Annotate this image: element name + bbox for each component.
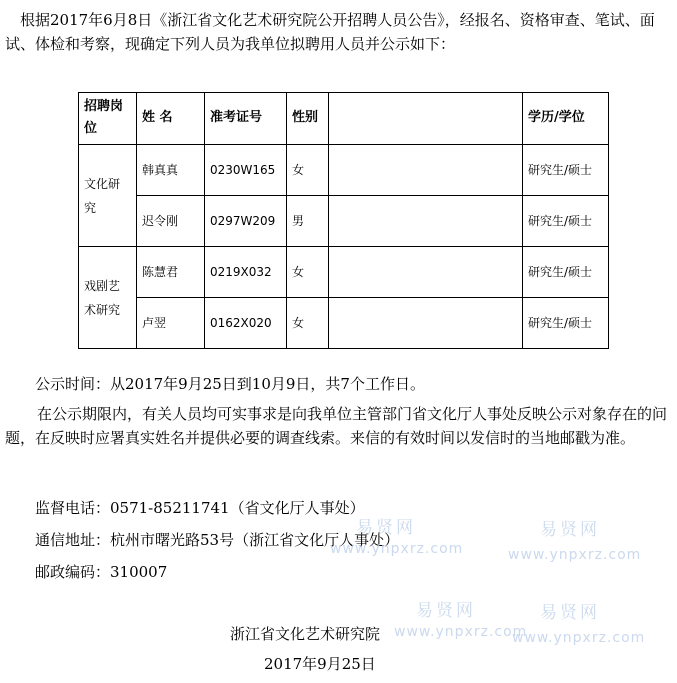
- watermark-logo-text: 易贤网: [540, 603, 600, 623]
- blank-cell: [329, 247, 427, 298]
- date: 2017年9月25日: [264, 655, 376, 673]
- header-name: 姓 名: [137, 93, 205, 145]
- watermark-logo-text: 易贤网: [356, 518, 416, 538]
- watermark-logo-text: 易贤网: [416, 601, 476, 621]
- header-blank-1: [329, 93, 427, 145]
- blank-cell: [329, 145, 427, 196]
- name-cell: 陈慧君: [137, 247, 205, 298]
- name-cell: 卢翌: [137, 298, 205, 349]
- staff-table: [78, 92, 609, 349]
- watermark-logo-text: 易贤网: [540, 520, 600, 540]
- blank-cell: [329, 196, 427, 247]
- degree-cell: 研究生/硕士: [523, 298, 609, 349]
- gender-cell: 女: [287, 247, 329, 298]
- phone-line: 监督电话：0571-85211741（省文化厅人事处）: [35, 499, 365, 517]
- blank-cell: [329, 298, 427, 349]
- degree-cell: 研究生/硕士: [523, 145, 609, 196]
- position-cell: 戏剧艺术研究: [79, 247, 137, 349]
- blank-cell: [427, 145, 523, 196]
- degree-cell: 研究生/硕士: [523, 196, 609, 247]
- watermark-url: www.ynpxrz.com: [330, 541, 464, 557]
- table-row: [79, 298, 609, 349]
- table-header-row: [79, 93, 609, 145]
- header-gender: 性别: [287, 93, 329, 145]
- watermark-url: www.ynpxrz.com: [508, 547, 642, 563]
- table-row: [79, 247, 609, 298]
- header-position: 招聘岗位: [79, 93, 137, 145]
- name-cell: 迟令刚: [137, 196, 205, 247]
- exam-id-cell: 0297W209: [205, 196, 287, 247]
- signature: 浙江省文化艺术研究院: [230, 625, 381, 643]
- watermark-url: www.ynpxrz.com: [512, 630, 646, 646]
- exam-id-cell: 0219X032: [205, 247, 287, 298]
- header-blank-2: [427, 93, 523, 145]
- blank-cell: [427, 196, 523, 247]
- position-cell: 文化研究: [79, 145, 137, 247]
- gender-cell: 女: [287, 298, 329, 349]
- degree-cell: 研究生/硕士: [523, 247, 609, 298]
- blank-cell: [427, 247, 523, 298]
- gender-cell: 女: [287, 145, 329, 196]
- intro-paragraph: 根据2017年6月8日《浙江省文化艺术研究院公开招聘人员公告》，经报名、资格审查、笔试、面试、体检和考察，现确定下列人员为我单位拟聘用人员并公示如下：: [5, 11, 655, 53]
- watermark-url: www.ynpxrz.com: [394, 624, 528, 640]
- blank-cell: [427, 298, 523, 349]
- gender-cell: 男: [287, 196, 329, 247]
- name-cell: 韩真真: [137, 145, 205, 196]
- table-row: [79, 196, 609, 247]
- exam-id-cell: 0230W165: [205, 145, 287, 196]
- address-line: 通信地址：杭州市曙光路53号（浙江省文化厅人事处）: [35, 531, 400, 549]
- postcode-line: 邮政编码：310007: [35, 563, 168, 581]
- notice-body: 在公示期限内，有关人员均可实事求是向我单位主管部门省文化厅人事处反映公示对象存在的问题，在反映时应署真实姓名并提供必要的调查线索。来信的有效时间以发信时的当地邮戳为准。: [5, 405, 668, 447]
- table-row: [79, 145, 609, 196]
- header-exam-id: 准考证号: [205, 93, 287, 145]
- exam-id-cell: 0162X020: [205, 298, 287, 349]
- notice-period: 公示时间：从2017年9月25日到10月9日，共7个工作日。: [35, 375, 425, 393]
- header-degree: 学历/学位: [523, 93, 609, 145]
